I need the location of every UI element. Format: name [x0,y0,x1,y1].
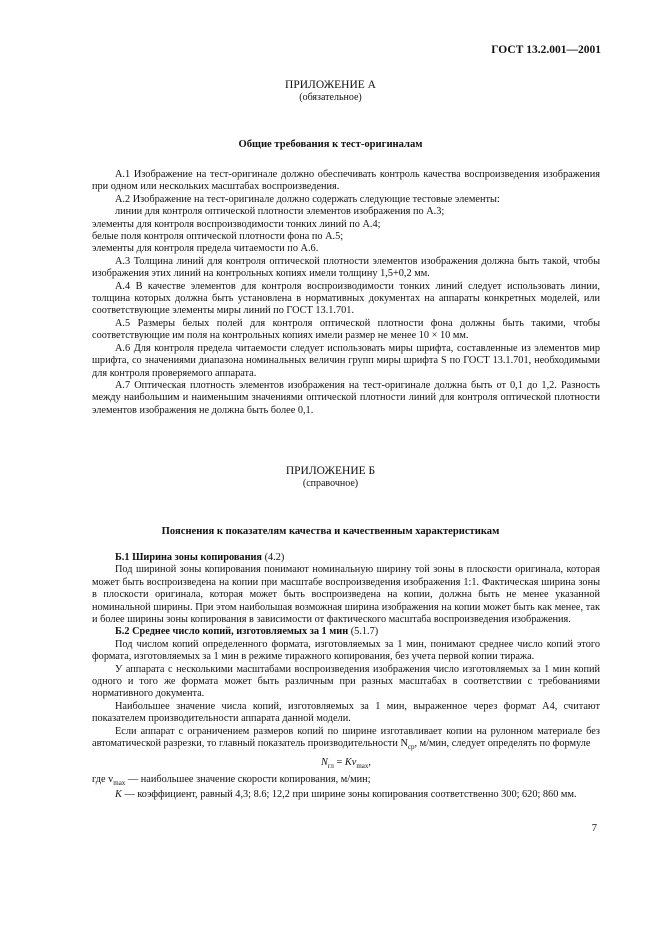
section-b1-label: Б.1 Ширина зоны копирования [115,552,263,563]
where-sub: max [113,779,126,788]
paragraph-a3: А.3 Толщина линий для контроля оптической плотности элементов изображения должна быть такой, чтобы изображения этих линий на контрольных копиях имели толщину 1,5+0,2 мм. [92,255,600,280]
annex-b-status: (справочное) [302,478,359,489]
where-prefix: где v [92,774,114,785]
paragraph-a6: А.6 Для контроля предела читаемости следует использовать миры шрифта, составленные из элементов мир шрифта, со значениями диапазона номинальных величин групп миры шрифта S по ГОСТ 13.1.701, необходимыми для контроля проверяемого аппарата. [92,342,600,379]
paragraph-a5: А.5 Размеры белых полей для контроля оптической плотности фона должны быть такими, чтобы соответствующие им поля на контрольных копиях имели размер не менее 10 × 10 мм. [92,317,600,342]
formula-lhs-sub: гл [327,761,334,770]
formula-rhs-sub: max [356,761,369,770]
formula-equals: = [333,756,345,768]
formula-end: , [368,756,371,768]
annex-a-status: (обязательное) [299,92,362,103]
paragraph-a4: А.4 В качестве элементов для контроля воспроизводимости тонких линий следует использовать линии, толщина которых должна быть установлена в нормативных документах на аппараты конкретных моделей, или соответствующие элементы миры линий по ГОСТ 13.1.701. [92,280,600,317]
section-b1-ref: (4.2) [264,552,285,563]
list-item: элементы для контроля предела читаемости по А.6. [92,243,319,255]
list-item: элементы для контроля воспроизводимости тонких линий по А.4; [92,218,381,230]
list-item: белые поля контроля оптической плотности фона по А.5; [92,231,344,243]
page-number: 7 [591,823,597,834]
section-b2-label: Б.2 Среднее число копий, изготовляемых за 1 мин [115,626,349,638]
paragraph-b1: Под шириной зоны копирования понимают номинальную ширину той зоны в плоскости оригинала, которая может быть воспроизведена на копии при масштабе воспроизведения изображения 1:1. Фактическая ширина зоны в плоскости оригинала, которая может быть воспроизведена на копии, должна быть не менее указанной номинальной ширины. При этом наибольшая возможная ширина изображения на копии может быть как менее, так и более ширины зоны копирования в зависимости от фактического масштаба воспроизведения изображения. [92,564,600,626]
annex-a-body [92,169,600,417]
paragraph-text: , м/мин, следует определять по формуле [414,738,591,750]
where-line [92,774,600,789]
section-b2-ref: (5.1.7) [350,626,379,638]
k-text: — коэффициент, равный 4,3; 8.6; 12,2 при ширине зоны копирования соответственно 300; 620; 860 мм. [121,789,577,801]
paragraph-text: Если аппарат с ограничением размеров копий по ширине изготавливает копии на рулонном материале без автоматической разрезки, то главный показатель производительности N [92,725,600,750]
document-code: ГОСТ 13.2.001—2001 [491,44,601,56]
section-b1-title [92,552,600,564]
paragraph-b2-1: Под числом копий определенного формата, изготовляемых за 1 мин, понимают среднее число копий этого формата, изготовляемых за 1 мин в режиме тиражного копирования, без учета первой копии тиража. [92,638,600,663]
paragraph-b2-2: У аппарата с несколькими масштабами воспроизведения изображения число изготовляемых за 1 мин копий одного и того же формата может быть различным при разных масштабах в соответствии с требованиями нормативного документа. [92,663,600,700]
annex-b-heading: Пояснения к показателям качества и качественным характеристикам [161,526,500,537]
where-text: — наибольшее значение скорости копирования, м/мин; [125,774,371,785]
annex-b-title: ПРИЛОЖЕНИЕ Б [285,465,376,477]
formula-rhs: Kv [344,756,357,768]
annex-a-heading: Общие требования к тест-оригиналам [238,139,423,150]
k-symbol: K [115,789,122,801]
annex-b-body [92,552,600,802]
subscript: ср [407,743,415,752]
section-b2-title [92,626,600,638]
paragraph-a2: А.2 Изображение на тест-оригинале должно содержать следующие тестовые элементы: [115,193,500,205]
paragraph-b2-4 [92,726,600,754]
annex-a-title: ПРИЛОЖЕНИЕ А [285,79,376,91]
paragraph-b2-3: Наибольшее значение числа копий, изготовляемых за 1 мин, выраженное через формат А4, считают показателем производительности аппарата данной модели. [92,700,600,725]
paragraph-a7: А.7 Оптическая плотность элементов изображения на тест-оригинале должна быть от 0,1 до 1,2. Разность между наибольшим и наименьшим значениями оптической плотности линий для контроля оптической плотности элементов изображения не должна быть более 0,1. [92,379,600,416]
list-item: линии для контроля оптической плотности элементов изображения по А.3; [115,206,445,218]
paragraph-a1: А.1 Изображение на тест-оригинале должно обеспечивать контроль качества воспроизведения изображения при одном или нескольких масштабах воспроизведения. [92,169,600,193]
k-line [92,789,600,801]
formula-lhs: N [321,756,328,768]
formula [92,757,600,772]
